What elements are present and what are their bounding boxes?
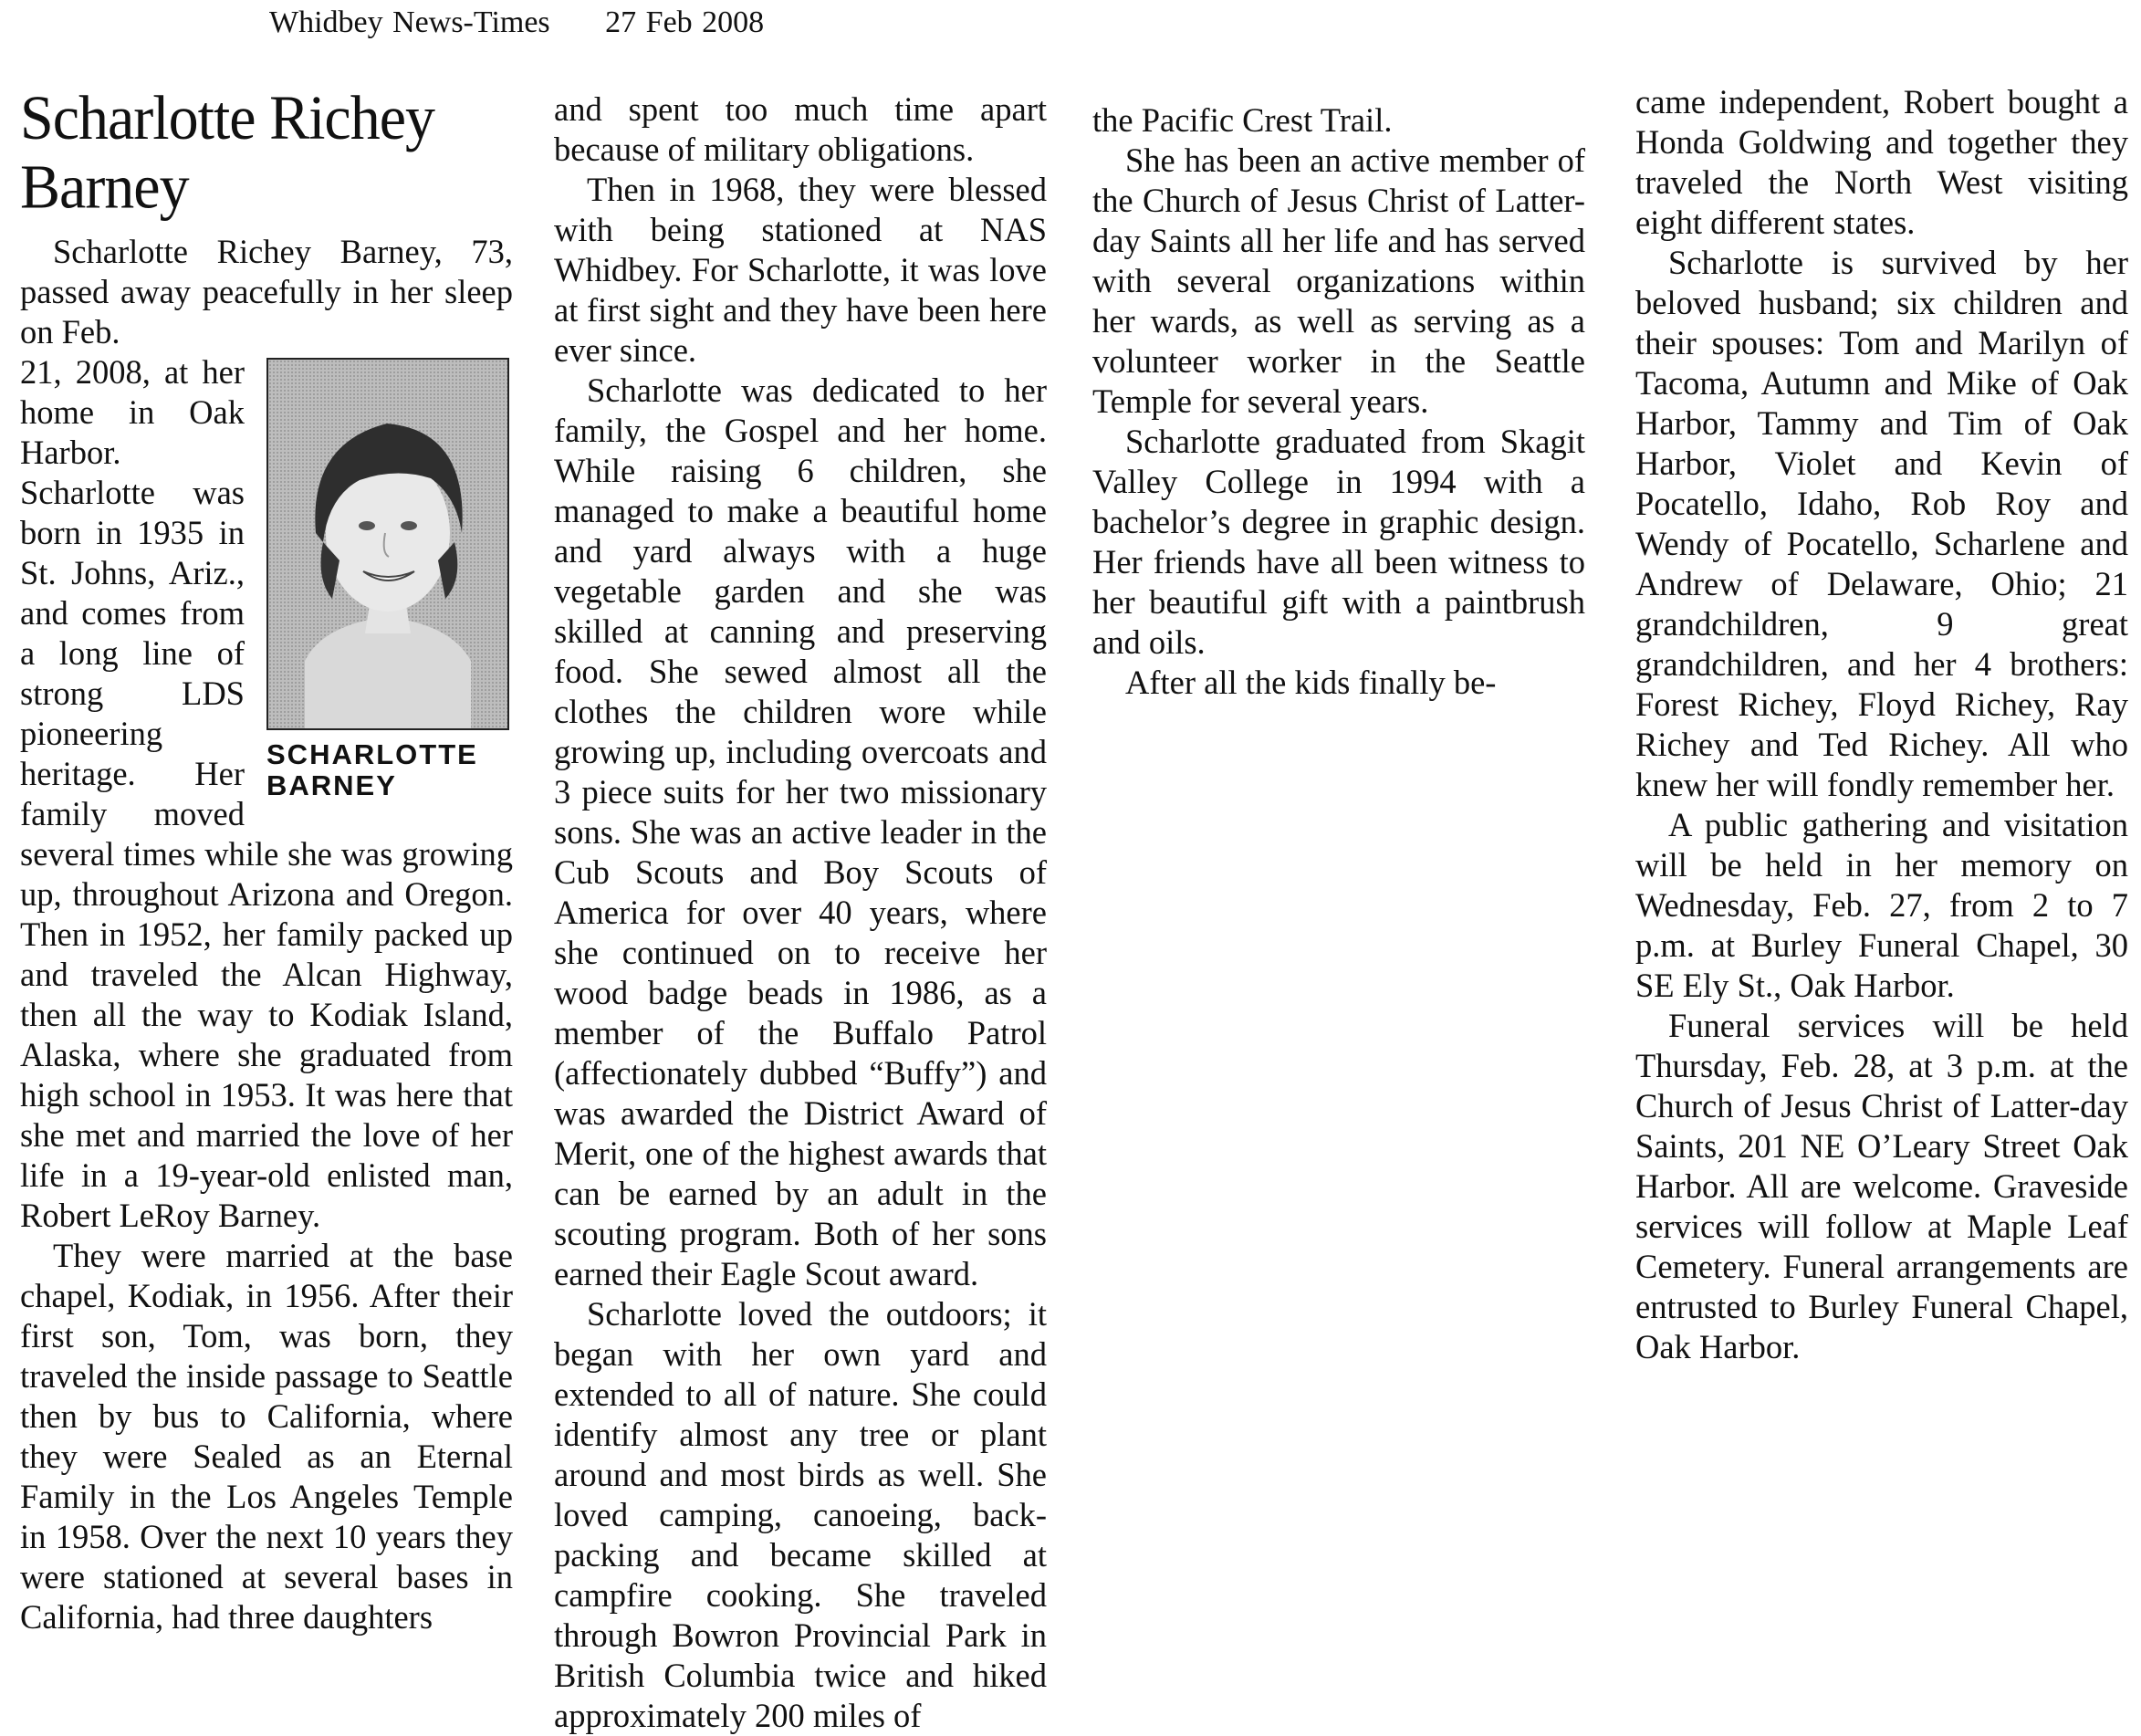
paragraph-1-rest: 21, 2008, at her home in Oak Harbor. Scharlotte was born in 1935 in St. Johns, Ariz., and comes from a long line of strong LDS pioneering heritage. Her family moved several times while she was growing up, throughout Arizona and Oregon. Then in 1952, her family packed up and traveled the Alcan Highway, then all the way to Kodiak Island, Alaska, where she graduated from high school in 1953. It was here that she met and married the love of her life in a 19-year-old enlisted man, Robert LeRoy Barney. — [20, 353, 513, 1234]
publication-date: 27 Feb 2008 — [605, 5, 765, 39]
portrait-photo — [266, 358, 509, 730]
article-column-1 — [20, 84, 513, 1637]
paragraph-6: She has been an active member of the Church of Jesus Christ of Latter-day Saints all her life and has served with several organizations within her wards, as well as serving as a volunteer worker in the Seattle Temple for several years. — [1092, 141, 1585, 420]
article-column-3 — [1092, 100, 1585, 703]
caption-line-1: SCHARLOTTE — [266, 738, 478, 770]
article-column-2 — [554, 89, 1047, 1736]
paragraph-3: Then in 1968, they were blessed with being stationed at NAS Whidbey. For Scharlotte, it was love at first sight and they have been here ever since. — [554, 171, 1047, 369]
paragraph-5-continued: the Pacific Crest Trail. — [1092, 101, 1393, 139]
paragraph-2: They were married at the base chapel, Kodiak, in 1956. After their first son, Tom, was born, they traveled the inside passage to Seattle then by bus to California, where they were Sealed as an Eternal Family in the Los Angeles Temple in 1958. Over the next 10 years they were stationed at several bases in California, had three daughters — [20, 1237, 513, 1636]
paragraph-9: Scharlotte is survived by her beloved husband; six children and their spouses: Tom and Marilyn of Tacoma, Autumn and Mike of Oak Harbor, Tammy and Tim of Oak Harbor, Violet and Kevin of Pocatello, Idaho, Rob Roy and Wendy of Pocatello, Scharlene and Andrew of Delaware, Ohio; 21 grandchildren, 9 great grandchildren, and her 4 brothers: Forest Richey, Floyd Richey, Ray Richey and Ted Richey. All who knew her will fondly remember her. — [1635, 244, 2128, 803]
paragraph-2-continued: and spent too much time apart because of military obligations. — [554, 90, 1047, 168]
article-column-4 — [1635, 82, 2128, 1367]
obituary-headline: Scharlotte Richey Barney — [20, 82, 435, 223]
paragraph-8: After all the kids finally be- — [1125, 664, 1497, 701]
paragraph-10: A public gathering and visitation will be held in her memory on Wednesday, Feb. 27, from 2 to 7 p.m. at Burley Funeral Chapel, 30 SE Ely St., Oak Harbor. — [1635, 806, 2128, 1004]
paragraph-1-lead: Scharlotte Richey Barney, 73, passed away peacefully in her sleep on Feb. — [20, 233, 513, 350]
paragraph-11: Funeral services will be held Thursday, Feb. 28, at 3 p.m. at the Church of Jesus Christ of Latter-day Saints, 201 NE O’Leary Street Oak Harbor. All are welcome. Graveside services will follow at Maple Leaf Cemetery. Funeral arrangements are entrusted to Burley Funeral Chapel, Oak Harbor. — [1635, 1007, 2128, 1365]
portrait-caption — [266, 739, 513, 801]
source-line — [269, 5, 764, 40]
paragraph-7: Scharlotte graduated from Skagit Valley College in 1994 with a bachelor’s degree in graphic design. Her friends have all been witness to her beautiful gift with a paintbrush and oils. — [1092, 423, 1585, 661]
publication-name: Whidbey News-Times — [269, 5, 550, 39]
paragraph-5: Scharlotte loved the outdoors; it began with her own yard and extended to all of nature. She could identify almost any tree or plant around and most birds as well. She loved camping, canoeing, back-packing and became skilled at campfire cooking. She traveled through Bowron Provincial Park in British Columbia twice and hiked approximately 200 miles of — [554, 1295, 1047, 1734]
paragraph-4: Scharlotte was dedicated to her family, the Gospel and her home. While raising 6 children, she managed to make a beautiful home and yard always with a huge vegetable garden and she was skilled at canning and preserving food. She sewed almost all the clothes the children wore while growing up, including overcoats and 3 piece suits for her two missionary sons. She was an active leader in the Cub Scouts and Boy Scouts of America for over 40 years, where she continued on to receive her wood badge beads in 1986, as a member of the Buffalo Patrol (affectionately dubbed “Buffy”) and was awarded the District Award of Merit, one of the highest awards that can be earned by an adult in the scouting program. Both of her sons earned their Eagle Scout award. — [554, 371, 1047, 1292]
paragraph-8-continued: came independent, Robert bought a Honda Goldwing and together they traveled the North West visiting eight different states. — [1635, 83, 2128, 241]
caption-line-2: BARNEY — [266, 769, 397, 801]
portrait-image — [268, 360, 507, 728]
portrait-block — [266, 358, 513, 801]
